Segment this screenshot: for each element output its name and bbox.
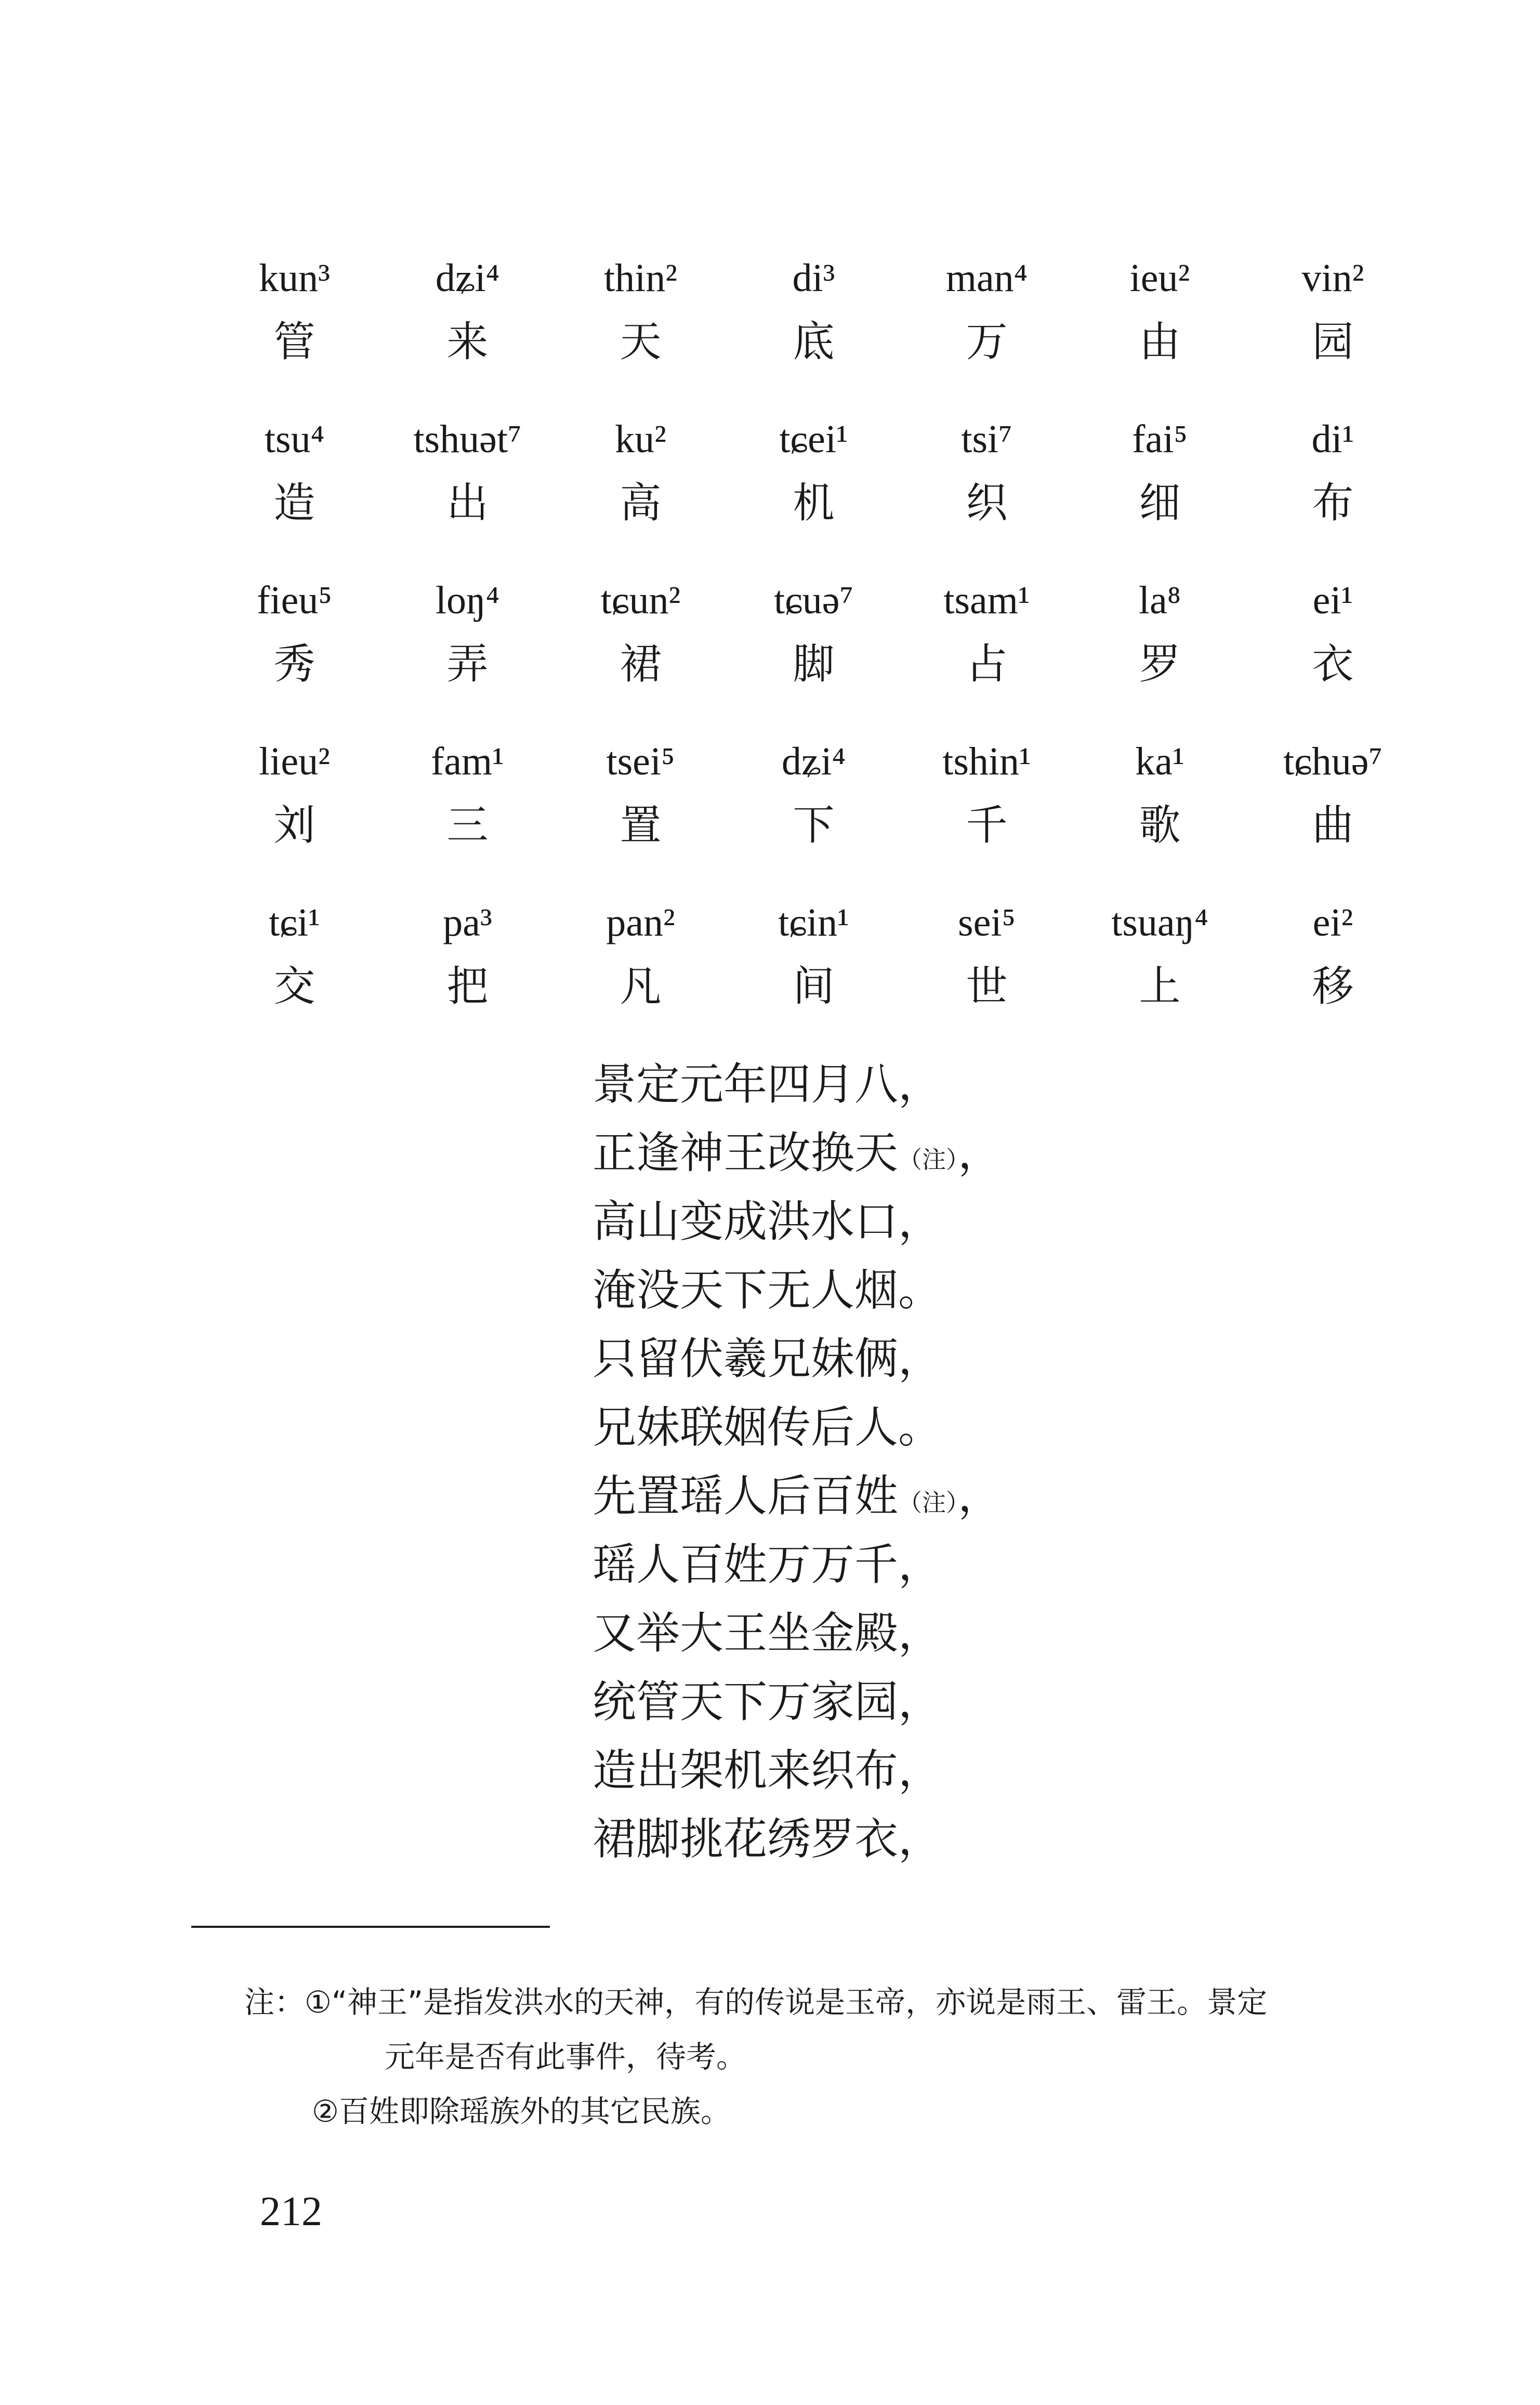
poem-line: 又举大王坐金殿， [593, 1608, 942, 1659]
chinese-character: 移 [1312, 962, 1354, 1010]
gloss-cell [554, 733, 727, 857]
chinese-character: 歌 [1139, 801, 1181, 849]
gloss-cell [1073, 572, 1246, 695]
footnote-1-continued: 元年是否有此事件，待考。 [385, 2039, 747, 2074]
gloss-row [208, 733, 1419, 894]
gloss-cell [900, 894, 1073, 1018]
footnote-1: 注：①“神王”是指发洪水的天神，有的传说是玉帝，亦说是雨王、雷王。景定 [244, 1985, 1268, 2020]
romanization: ei² [1312, 901, 1353, 944]
chinese-character: 罗 [1139, 640, 1181, 688]
poem-line: 高山变成洪水口， [593, 1196, 942, 1247]
romanization: di¹ [1311, 417, 1354, 461]
chinese-character: 凡 [620, 962, 662, 1010]
poem-line: 只留伏羲兄妹俩， [593, 1333, 942, 1384]
chinese-character: 脚 [793, 640, 835, 688]
poem-line: 先置瑶人后百姓（注）， [593, 1470, 1002, 1521]
gloss-cell [208, 733, 381, 857]
poem-line: 统管天下万家园， [593, 1676, 942, 1727]
romanization: pan² [606, 901, 675, 944]
romanization: dʑi⁴ [781, 740, 846, 783]
gloss-cell [1073, 733, 1246, 857]
gloss-cell [1073, 249, 1246, 373]
chinese-character: 织 [966, 479, 1008, 527]
chinese-character: 千 [966, 801, 1008, 849]
chinese-character: 细 [1139, 479, 1181, 527]
chinese-character: 由 [1139, 318, 1181, 366]
romanization: thin² [603, 256, 677, 300]
romanization: tɕhuə⁷ [1283, 740, 1383, 783]
gloss-cell [1073, 411, 1246, 534]
interlinear-gloss [208, 249, 1419, 1055]
poem-line: 瑶人百姓万万千， [593, 1539, 942, 1590]
gloss-cell [900, 572, 1073, 695]
romanization: tɕun² [600, 579, 681, 622]
gloss-cell [381, 572, 554, 695]
poem-translation [593, 1050, 1320, 1873]
romanization: dʑi⁴ [435, 256, 500, 300]
poem-line: 裙脚挑花绣罗衣， [593, 1813, 942, 1864]
gloss-cell [381, 411, 554, 534]
poem-line: 景定元年四月八， [593, 1059, 942, 1110]
chinese-character: 弄 [446, 640, 489, 688]
gloss-cell [1073, 894, 1246, 1018]
gloss-cell [727, 894, 900, 1018]
poem-line: 造出架机来织布， [593, 1745, 942, 1796]
note-marker: （注） [898, 1146, 958, 1174]
gloss-cell [554, 572, 727, 695]
chinese-character: 底 [793, 318, 835, 366]
gloss-cell [208, 572, 381, 695]
gloss-cell [554, 249, 727, 373]
chinese-character: 衣 [1312, 640, 1354, 688]
romanization: tɕuə⁷ [773, 579, 854, 622]
romanization: di³ [792, 256, 835, 300]
chinese-character: 刘 [273, 801, 315, 849]
chinese-character: 出 [446, 479, 489, 527]
gloss-cell [727, 733, 900, 857]
poem-line: 淹没天下无人烟。 [593, 1265, 942, 1316]
romanization: tsu⁴ [264, 417, 325, 461]
chinese-character: 三 [446, 801, 489, 849]
gloss-row [208, 572, 1419, 733]
romanization: sei⁵ [958, 901, 1016, 944]
chinese-character: 布 [1312, 479, 1354, 527]
chinese-character: 世 [966, 962, 1008, 1010]
chinese-character: 占 [966, 640, 1008, 688]
gloss-cell [381, 733, 554, 857]
gloss-cell [900, 733, 1073, 857]
gloss-cell [1246, 572, 1419, 695]
romanization: kun³ [259, 256, 330, 300]
romanization: la⁸ [1138, 579, 1181, 622]
gloss-cell [208, 411, 381, 534]
footnote-divider [191, 1926, 550, 1928]
romanization: tshuət⁷ [413, 417, 522, 461]
gloss-row [208, 249, 1419, 411]
gloss-cell [1246, 249, 1419, 373]
chinese-character: 把 [446, 962, 489, 1010]
romanization: ka¹ [1135, 740, 1184, 783]
poem-line: 正逢神王改换天（注）， [593, 1127, 1002, 1178]
romanization: vin² [1301, 256, 1364, 300]
page-number: 212 [260, 2189, 322, 2235]
romanization: ei¹ [1312, 579, 1353, 622]
gloss-cell [727, 411, 900, 534]
gloss-cell [381, 894, 554, 1018]
gloss-row [208, 894, 1419, 1055]
romanization: tsi⁷ [961, 417, 1012, 461]
romanization: tsei⁵ [606, 740, 675, 783]
romanization: tsam¹ [943, 579, 1030, 622]
gloss-cell [1246, 733, 1419, 857]
footnote-2: ②百姓即除瑶族外的其它民族。 [312, 2094, 731, 2129]
gloss-cell [208, 894, 381, 1018]
chinese-character: 万 [966, 318, 1008, 366]
chinese-character: 曲 [1312, 801, 1354, 849]
gloss-cell [381, 249, 554, 373]
chinese-character: 交 [273, 962, 315, 1010]
romanization: fai⁵ [1132, 417, 1188, 461]
chinese-character: 机 [793, 479, 835, 527]
gloss-cell [554, 894, 727, 1018]
note-marker: （注） [898, 1489, 958, 1517]
romanization: lieu² [259, 740, 330, 783]
romanization: tɕi¹ [269, 901, 320, 944]
chinese-character: 来 [446, 318, 489, 366]
gloss-cell [554, 411, 727, 534]
chinese-character: 上 [1139, 962, 1181, 1010]
gloss-cell [208, 249, 381, 373]
romanization: tɕei¹ [779, 417, 848, 461]
chinese-character: 高 [620, 479, 662, 527]
romanization: tsuaŋ⁴ [1111, 901, 1208, 944]
romanization: pa³ [443, 901, 492, 944]
chinese-character: 造 [273, 479, 315, 527]
romanization: fam¹ [431, 740, 504, 783]
chinese-character: 秀 [273, 640, 315, 688]
chinese-character: 下 [793, 801, 835, 849]
romanization: man⁴ [945, 256, 1028, 300]
gloss-cell [727, 572, 900, 695]
gloss-cell [727, 249, 900, 373]
romanization: tɕin¹ [778, 901, 849, 944]
romanization: fieu⁵ [257, 579, 332, 622]
poem-line: 兄妹联姻传后人。 [593, 1402, 942, 1453]
chinese-character: 间 [793, 962, 835, 1010]
chinese-character: 天 [620, 318, 662, 366]
chinese-character: 管 [273, 318, 315, 366]
romanization: loŋ⁴ [435, 579, 500, 622]
chinese-character: 园 [1312, 318, 1354, 366]
romanization: tshin¹ [942, 740, 1031, 783]
gloss-cell [1246, 411, 1419, 534]
gloss-cell [1246, 894, 1419, 1018]
romanization: ieu² [1129, 256, 1190, 300]
chinese-character: 置 [620, 801, 662, 849]
chinese-character: 裙 [620, 640, 662, 688]
romanization: ku² [615, 417, 666, 461]
footnotes [244, 1975, 1440, 2139]
gloss-cell [900, 249, 1073, 373]
gloss-row [208, 411, 1419, 572]
gloss-cell [900, 411, 1073, 534]
